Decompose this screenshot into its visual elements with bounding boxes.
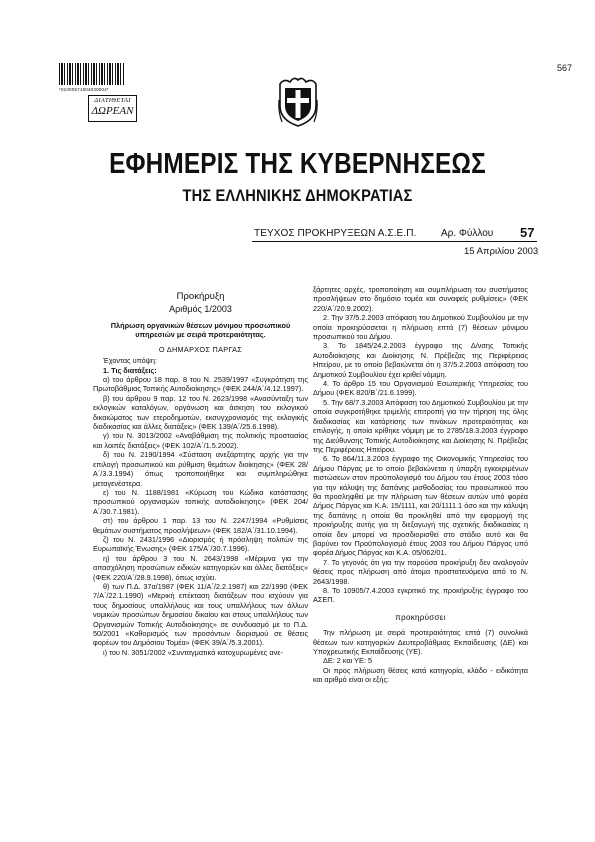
free-distribution-stamp [88, 95, 137, 122]
proclaim-heading: προκηρύσσει [395, 612, 446, 622]
provision-item: γ) του Ν. 3013/2002 «Αναβάθμιση της πολιτικής προστασίας και λοιπές διατάξεις» (ΦΕΚ 102/Α΄/1.5.2002). [93, 431, 308, 450]
header-rule [252, 241, 537, 242]
doc-subject: Πλήρωση οργανικών θέσεων μόνιμου προσωπικού υπηρεσιών με σειρά προτεραιότητας. [110, 321, 291, 340]
continuation-text: ξάρτητες αρχές, τροποποίηση και συμπλήρωση του συστήματος προσλήψεων στο δημόσιο τομέα και συναφείς ρυθμίσεις» (ΦΕΚ 220/Α΄/20.9.2002). [313, 285, 528, 313]
provision-item: ι) του Ν. 3051/2002 «Συνταγματικά κατοχυρωμένες ανε- [103, 647, 283, 657]
right-column [313, 285, 528, 685]
proclaim-text: Την πλήρωση με σειρά προτεραιότητας επτά (7) συνολικά θέσεων των κατηγοριών Δευτεροβάθμιας Εκπαίδευσης (ΔΕ) και Υποχρεωτικής Εκπαίδευσης (ΥΕ). [313, 628, 528, 657]
free-distribution-bottom: ΔΩΡΕΑΝ [91, 105, 134, 117]
provision-item: θ) των Π.Δ. 37α/1987 (ΦΕΚ 11/Α΄/2.2.1987) και 22/1990 (ΦΕΚ 7/Α΄/22.1.1990) «Μερική επέκταση διατάξεων που ισχύουν για τους δημοσίους υπαλλήλους και τους υπαλλήλους των άλλων νομικών προσώπων δημοσίου δικαίου και στους υπαλλήλους των Οργανισμών Τοπικής Αυτοδιοίκησης» σε συνδυασμό με το Π.Δ. 50/2001 «Καθορισμός των προσόντων διορισμού σε θέσεις φορέων του Δημόσιου Τομέα» (ΦΕΚ 39/Α΄/5.3.2001). [93, 581, 308, 648]
coat-of-arms-icon [276, 76, 320, 128]
doc-type: Προκήρυξη [176, 291, 225, 302]
gazette-title: ΕΦΗΜΕΡΙΣ ΤΗΣ ΚΥΒΕΡΝΗΣΕΩΣ [109, 148, 486, 180]
provision-item: η) του άρθρου 3 του Ν. 2643/1998 «Μέριμνα για την απασχόληση προσώπων ειδικών κατηγοριών και άλλες διατάξεις» (ΦΕΚ 220/Α΄/28.9.1998), όπως ισχύει. [93, 553, 308, 582]
issue-date: 15 Απριλίου 2003 [464, 246, 539, 257]
provision-item: δ) του Ν. 2190/1994 «Σύσταση ανεξάρτητης αρχής για την επιλογή προσωπικού και ρύθμιση θεμάτων διοίκησης» (ΦΕΚ 28/Α΄/3.3.1994) όπως τροποποιήθηκε και συμπληρώθηκε μεταγενέστερα. [93, 450, 308, 488]
intro: Έχοντας υπόψη: [103, 356, 157, 366]
numbered-item: 7. Το γεγονός ότι για την παρούσα προκήρυξη δεν αναλογούν θέσεις προς πλήρωση από άτομα προστατευόμενα από το Ν. 2643/1998. [313, 557, 528, 586]
doc-number: Αριθμός 1/2003 [169, 304, 232, 314]
barcode [59, 63, 125, 85]
free-distribution-top: ΔΙΑΤΙΘΕΤΑΙ [94, 97, 131, 104]
sheet-number: 57 [520, 225, 535, 240]
provision-item: β) του άρθρου 9 παρ. 12 του Ν. 2623/1998 «Ανασύνταξη των εκλογικών καταλόγων, οργάνωση και άσκηση του εκλογικού δικαιώματος των ετεροδημοτών, εκσυγχρονισμός της εκλογικής διαδικασίας και άλλες διατάξεις» (ΦΕΚ 139/Α΄/25.6.1998). [93, 393, 308, 432]
numbered-item: 8. Το 10905/7.4.2003 εγκριτικό της προκήρυξης έγγραφο του ΑΣΕΠ. [313, 586, 528, 605]
gazette-subtitle: ΤΗΣ ΕΛΛΗΝΙΚΗΣ ΔΗΜΟΚΡΑΤΙΑΣ [182, 186, 413, 205]
provision-item: ε) του Ν. 1188/1981 «Κύρωση του Κώδικα κατάστασης προσωπικού οργανισμών τοπικής αυτοδιοίκησης» (ΦΕΚ 204/Α΄/30.7.1981). [93, 487, 308, 516]
left-column [93, 286, 308, 657]
numbered-item: 4. Το άρθρο 15 του Οργανισμού Εσωτερικής Υπηρεσίας του Δήμου (ΦΕΚ 820/Β΄/21.6.1999). [313, 379, 528, 398]
barcode-number: *01000571504030004* [59, 87, 109, 92]
authority: Ο ΔΗΜΑΡΧΟΣ ΠΑΡΓΑΣ [158, 344, 243, 354]
numbered-item: 3. Το 1845/24.2.2003 έγγραφο της Δ/νσης Τοπικής Αυτοδιοίκησης και Διοίκησης Ν. Πρέβεζας της Περιφέρειας Ηπείρου, με το οποίο βεβαιώνεται ότι η 37/5.2.2003 απόφαση του Δημοτικού Συμβουλίου έχει κριθεί νόμιμη. [313, 341, 528, 379]
provision-item: α) του άρθρου 18 παρ. 8 του Ν. 2539/1997 «Συγκρότηση της Πρωτοβάθμιας Τοπικής Αυτοδιοίκησης» (ΦΕΚ 244/Α΄/4.12.1997). [93, 375, 308, 394]
sheet-label: Αρ. Φύλλου [441, 228, 494, 239]
numbered-item: 2. Την 37/5.2.2003 απόφαση του Δημοτικού Συμβουλίου με την οποία προκηρύσσεται η πλήρωση επτά (7) θέσεων μόνιμου προσωπικού του Δήμου. [313, 313, 528, 342]
position-counts: ΔΕ: 2 και ΥΕ: 5 [323, 656, 373, 666]
numbered-item: 5. Την 68/7.3.2003 Απόφαση του Δημοτικού Συμβουλίου με την οποία συγκροτήθηκε τριμελής επιτροπή για την τήρηση της όλης διαδικασίας και κατάρτισης των πινάκων προτεραιότητας και επιλογής, η οποία κρίθηκε νόμιμη με το 2785/18.3.2003 έγγραφο της Διεύθυνσης Τοπικής Αυτοδιοίκησης και Διοίκησης Ν. Πρέβεζας της Περιφέρειας Ηπείρου. [313, 397, 528, 454]
positions-intro: Οι προς πλήρωση θέσεις κατά κατηγορία, κλάδο - ειδικότητα και αριθμό είναι οι εξής: [313, 665, 528, 685]
page-number: 567 [557, 63, 573, 73]
provision-item: στ) του άρθρου 1 παρ. 13 του Ν. 2247/1994 «Ρυθμίσεις θεμάτων συστήματος προσλήψεων» (ΦΕΚ 182/Α΄/31.10.1994). [93, 516, 308, 535]
numbered-item: 6. Το 864/11.3.2003 έγγραφο της Οικονομικής Υπηρεσίας του Δήμου Πάργας με το οποίο βεβαιώνεται η ύπαρξη εγκεκριμένων πιστώσεων στον προϋπολογισμό του Δήμου του έτους 2003 τόσο για την κάλυψη της δαπάνης μισθοδοσίας του προσωπικού που θα προσληφθεί με την πλήρωση των θέσεων αυτών υπό φορέα Δήμος Πάργας και Κ.Α. 15/1111, και 20/1111.1 όσο και την κάλυψη της δαπάνης η οποία θα προκληθεί από την εφαρμογή της προκήρυξης αυτής για τη διεξαγωγή της σχετικής διαδικασίας η οποία δεν μπορεί να προσδιορισθεί στο στάδιο αυτό και θα βαρύνει τον Προϋπολογισμό έτους 2003 του Δήμου Πάργας υπό φορέα Δήμος Πάργας και Κ.Α. 05/062/01. [313, 454, 528, 558]
provisions-heading: 1. Τις διατάξεις: [103, 365, 157, 375]
issue-name: ΤΕΥΧΟΣ ΠΡΟΚΗΡΥΞΕΩΝ Α.Σ.Ε.Π. [254, 228, 417, 239]
provision-item: ζ) του Ν. 2431/1996 «Διορισμός ή πρόσληψη πολιτών της Ευρωπαϊκής Ένωσης» (ΦΕΚ 175/Α΄/30.7.1996). [93, 534, 308, 554]
